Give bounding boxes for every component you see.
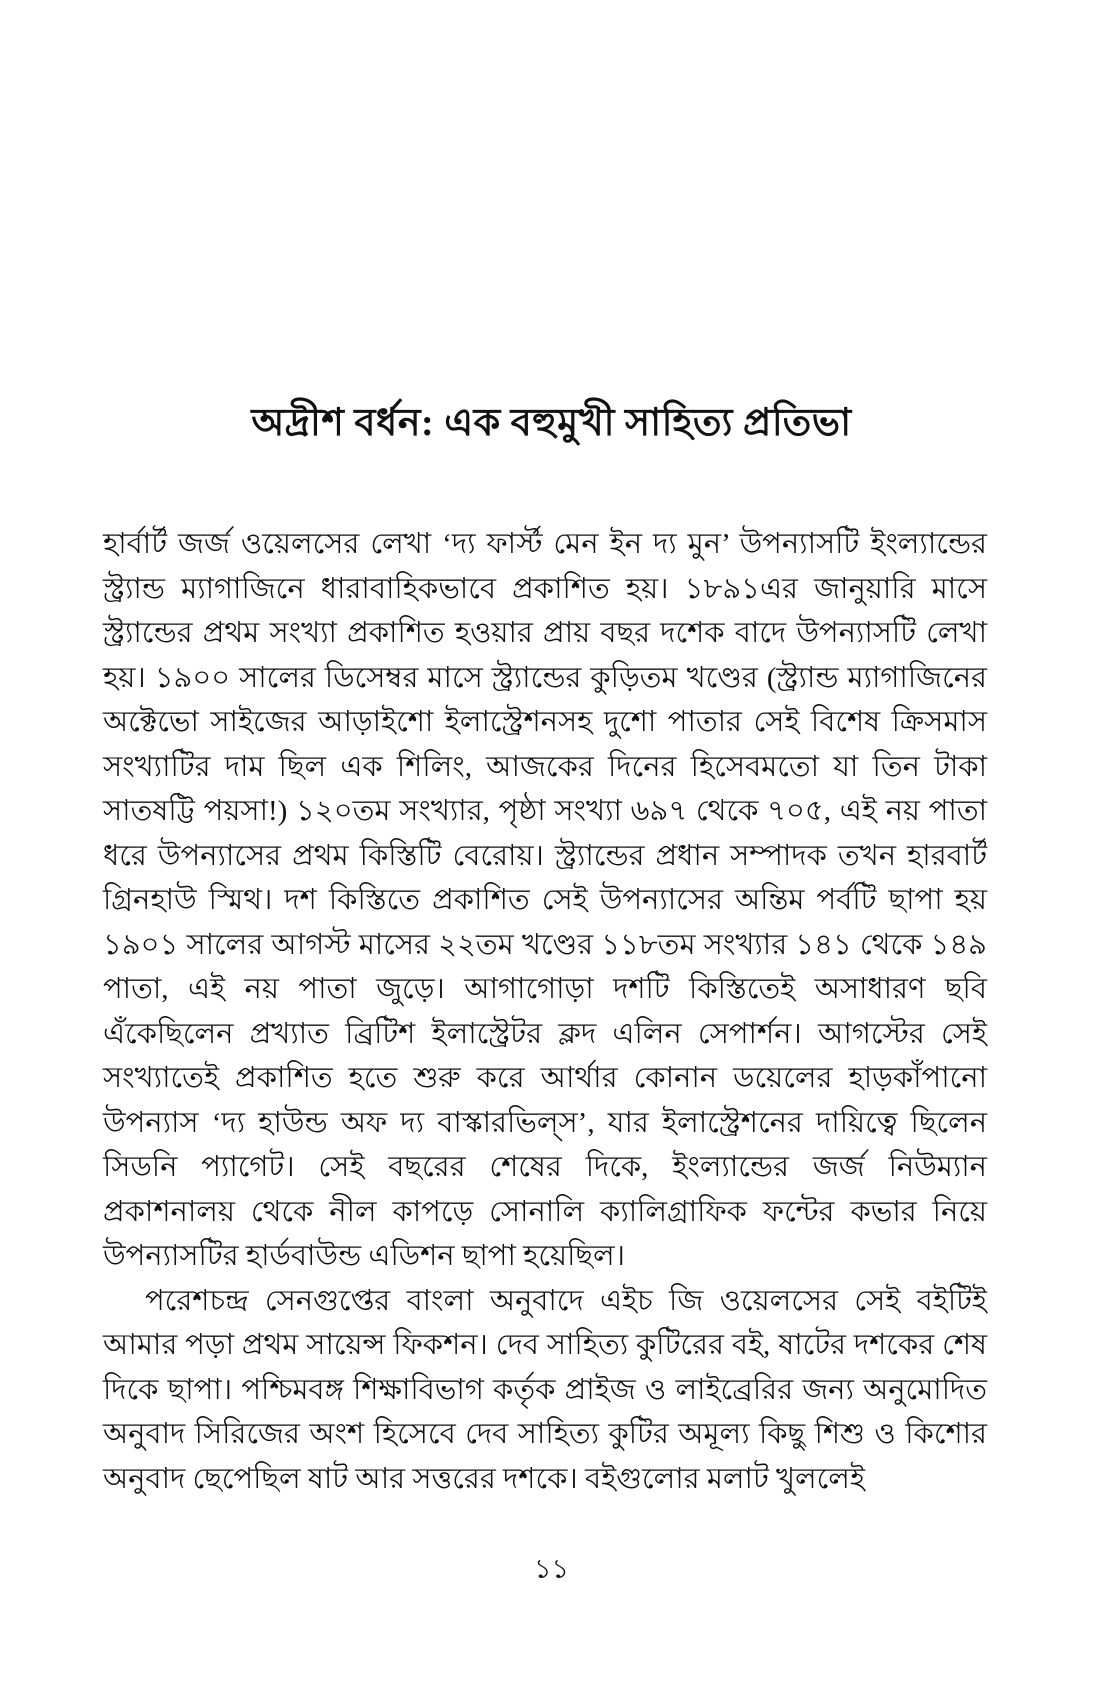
page-number: ১১ (533, 1554, 570, 1584)
page-title: অদ্রীশ বর্ধন: এক বহুমুখী সাহিত্য প্রতিভা (251, 402, 852, 445)
body-paragraph: হার্বার্ট জর্জ ওয়েলসের লেখা ‘দ্য ফার্স্ট মেন ইন দ্য মুন’ উপন্যাসটি ইংল্যান্ডের স্ট্র্যান্ড ম্যাগাজিনে ধারাবাহিকভাবে প্রকাশিত হয়। ১৮৯১এর জানুয়ারি মাসে স্ট্র্যান্ডের প্রথম সংখ্যা প্রকাশিত হওয়ার প্রায় বছর দশেক বাদে উপন্যাসটি লেখা হয়। ১৯০০ সালের ডিসেম্বর মাসে স্ট্র্যান্ডের কুড়িতম খণ্ডের (স্ট্র্যান্ড ম্যাগাজিনের অক্টেভো সাইজের আড়াইশো ইলাস্ট্রেশনসহ দুশো পাতার সেই বিশেষ ক্রিসমাস সংখ্যাটির দাম ছিল এক শিলিং, আজকের দিনের হিসেবমতো যা তিন টাকা সাতষট্টি পয়সা!) ১২০তম সংখ্যার, পৃষ্ঠা সংখ্যা ৬৯৭ থেকে ৭০৫, এই নয় পাতা ধরে উপন্যাসের প্রথম কিস্তিটি বেরোয়। স্ট্র্যান্ডের প্রধান সম্পাদক তখন হারবার্ট গ্রিনহাউ স্মিথ। দশ কিস্তিতে প্রকাশিত সেই উপন্যাসের অন্তিম পর্বটি ছাপা হয় ১৯০১ সালের আগস্ট মাসের ২২তম খণ্ডের ১১৮তম সংখ্যার ১৪১ থেকে ১৪৯ পাতা, এই নয় পাতা জুড়ে। আগাগোড়া দশটি কিস্তিতেই অসাধারণ ছবি এঁকেছিলেন প্রখ্যাত ব্রিটিশ ইলাস্ট্রেটর ক্লদ এলিন সেপার্শন। আগস্টের সেই সংখ্যাতেই প্রকাশিত হতে শুরু করে আর্থার কোনান ডয়েলের হাড়কাঁপানো উপন্যাস ‘দ্য হাউন্ড অফ দ্য বাস্কারভিল্স’, যার ইলাস্ট্রেশনের দায়িত্বে ছিলেন সিডনি প্যাগেট। সেই বছরের শেষের দিকে, ইংল্যান্ডের জর্জ নিউম্যান প্রকাশনালয় থেকে নীল কাপড়ে সোনালি ক্যালিগ্রাফিক ফন্টের কভার নিয়ে উপন্যাসটির হার্ডবাউন্ড এডিশন ছাপা হয়েছিল। (103, 528, 987, 1272)
body-text-block (103, 522, 987, 1501)
body-paragraph: পরেশচন্দ্র সেনগুপ্তের বাংলা অনুবাদে এইচ জি ওয়েলসের সেই বইটিই আমার পড়া প্রথম সায়েন্স ফিকশন। দেব সাহিত্য কুটিরের বই, ষাটের দশকের শেষ দিকে ছাপা। পশ্চিমবঙ্গ শিক্ষাবিভাগ কর্তৃক প্রাইজ ও লাইব্রেরির জন্য অনুমোদিত অনুবাদ সিরিজের অংশ হিসেবে দেব সাহিত্য কুটির অমূল্য কিছু শিশু ও কিশোর অনুবাদ ছেপেছিল ষাট আর সত্তরের দশকে। বইগুলোর মলাট খুললেই (103, 1284, 987, 1495)
